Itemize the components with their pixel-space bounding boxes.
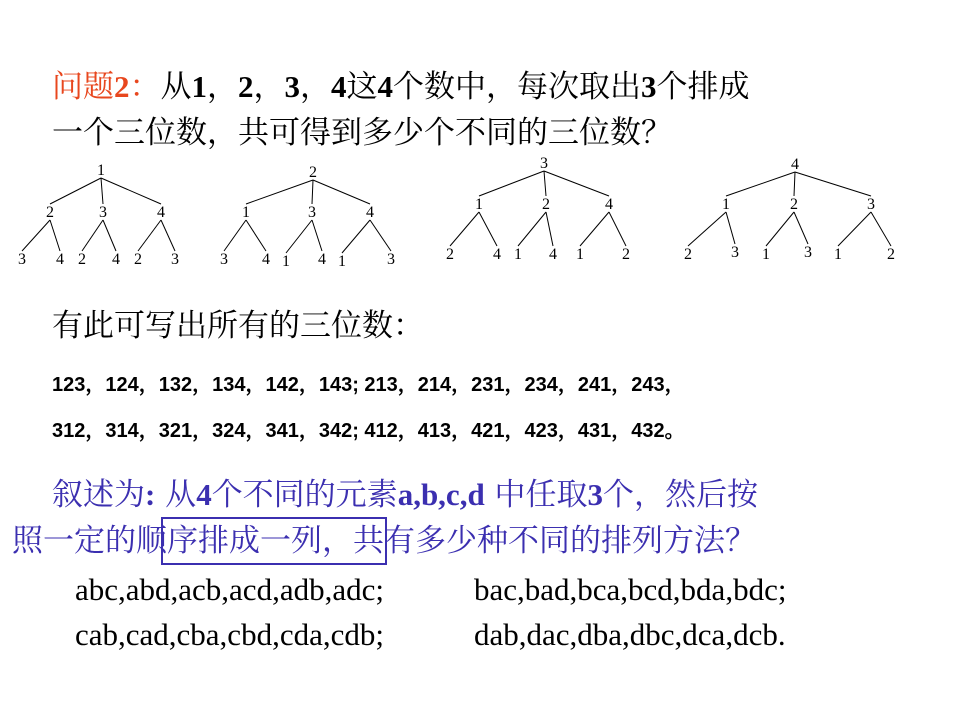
question-text: ， (253, 69, 285, 105)
statement-text: 个，然后按 (603, 477, 759, 513)
tree-edge (726, 172, 795, 196)
tree-level-2-node: 2 (46, 204, 54, 221)
tree-level-2-node: 4 (605, 196, 613, 213)
highlight-box (161, 517, 387, 565)
tree-edge (224, 220, 246, 251)
tree-edge (312, 180, 313, 204)
tree-leaf-node: 4 (549, 246, 557, 263)
tree-leaf-node: 1 (514, 246, 522, 263)
tree-edge (161, 220, 175, 251)
tree-leaf-node: 4 (318, 251, 326, 268)
tree-edge (50, 178, 101, 204)
tree-edge (313, 180, 370, 204)
question-text: 这 (346, 69, 378, 105)
tree-leaf-node: 4 (56, 251, 64, 268)
statement-text: 照一定的 (12, 523, 136, 559)
question-number: 4 (377, 69, 393, 104)
tree-leaf-node: 3 (220, 251, 228, 268)
statement-text: 叙述为 (52, 477, 145, 513)
tree-leaf-node: 1 (338, 253, 346, 270)
permutations-row-2a: cab,cad,cba,cbd,cda,cdb; (75, 617, 384, 652)
tree-level-2-node: 1 (475, 196, 483, 213)
boxed-phrase: 顺序排成一列 (136, 523, 322, 559)
statement-text: 个不同的元素 (211, 477, 398, 513)
tree-leaf-node: 2 (887, 246, 895, 263)
tree-edge (450, 212, 479, 246)
tree-edge (286, 220, 312, 253)
tree-edge (246, 180, 313, 204)
statement-number: 4 (196, 477, 212, 512)
tree-edge (138, 220, 161, 251)
statement-text: ，共有多少种不同的排列方法？ (322, 523, 756, 559)
tree-leaf-node: 2 (134, 251, 142, 268)
question-label: 问题 (52, 69, 114, 105)
tree-leaf-node: 3 (804, 244, 812, 261)
statement-text: 从 (155, 477, 197, 513)
tree-edge (544, 171, 546, 196)
tree-level-2-node: 3 (308, 204, 316, 221)
tree-edge (688, 212, 726, 246)
tree-leaf-node: 4 (262, 251, 270, 268)
tree-leaf-node: 3 (387, 251, 395, 268)
tree-leaf-node: 4 (493, 246, 501, 263)
tree-edge (609, 212, 626, 246)
tree-edge (342, 220, 370, 253)
question-text: ， (207, 69, 238, 105)
tree-level-2-node: 2 (542, 196, 550, 213)
question-number: 3 (641, 69, 657, 104)
tree-level-2-node: 1 (242, 204, 250, 221)
tree-edge (246, 220, 266, 251)
tree-root-node: 2 (309, 164, 317, 181)
tree-leaf-node: 1 (576, 246, 584, 263)
tree-edge (580, 212, 609, 246)
numbers-row-1: 123，124，132，134，142，143; 213，214，231，234，241，243， (52, 374, 685, 396)
statement-text: : (145, 477, 156, 512)
tree-level-2-node: 3 (867, 196, 875, 213)
question-number: 3 (284, 69, 300, 104)
question-line-2: 一个三位数，共可得到多少个不同的三位数？ (52, 115, 672, 151)
tree-leaf-node: 1 (282, 253, 290, 270)
tree-edge (103, 220, 116, 251)
tree-leaf-node: 3 (18, 251, 26, 268)
tree-edge (544, 171, 609, 196)
tree-leaf-node: 2 (446, 246, 454, 263)
tree-edge (370, 220, 391, 251)
tree-level-2-node: 4 (157, 204, 165, 221)
tree-edge (794, 172, 795, 196)
tree-leaf-node: 2 (684, 246, 692, 263)
tree-level-2-node: 4 (366, 204, 374, 221)
statement-elements: a,b,c,d (397, 477, 485, 512)
question-label-colon: ： (129, 69, 161, 105)
tree-edge (82, 220, 103, 251)
question-text: 从 (160, 69, 192, 105)
question-text: ， (300, 69, 331, 105)
statement-number: 3 (587, 477, 604, 512)
question-number: 4 (331, 69, 347, 104)
permutations-row-1b: bac,bad,bca,bcd,bda,bdc; (474, 572, 787, 607)
tree-leaf-node: 2 (622, 246, 630, 263)
tree-edge (312, 220, 322, 251)
tree-leaf-node: 1 (762, 246, 770, 263)
statement-line-1 (52, 476, 758, 514)
permutations-row-2b: dab,dac,dba,dbc,dca,dcb. (474, 617, 786, 652)
tree-root-node: 3 (540, 155, 548, 172)
tree-edge (795, 172, 871, 196)
question-text: 个排成 (656, 69, 750, 105)
tree-edge (22, 220, 50, 251)
tree-edge (479, 171, 544, 196)
intro-text: 有此可写出所有的三位数： (52, 308, 424, 344)
permutations-row-1a: abc,abd,acb,acd,adb,adc; (75, 572, 384, 607)
tree-leaf-node: 2 (78, 251, 86, 268)
tree-level-2-node: 1 (722, 196, 730, 213)
tree-diagrams (0, 0, 960, 290)
tree-edge (794, 212, 808, 244)
tree-level-2-node: 3 (99, 204, 107, 221)
tree-leaf-node: 4 (112, 251, 120, 268)
tree-edge (546, 212, 553, 246)
question-number: 2 (238, 69, 254, 104)
tree-leaf-node: 1 (834, 246, 842, 263)
tree-root-node: 1 (97, 162, 105, 179)
tree-leaf-node: 3 (171, 251, 179, 268)
tree-edge (726, 212, 735, 244)
question-number: 2 (114, 69, 130, 104)
question-text: 个数中，每次取出 (393, 69, 641, 105)
tree-edge (838, 212, 871, 246)
tree-edge (518, 212, 546, 246)
tree-root-node: 4 (791, 156, 799, 173)
tree-edge (101, 178, 161, 204)
numbers-row-2: 312，314，321，324，341，342; 412，413，421，423，431，432。 (52, 420, 685, 442)
question-number: 1 (191, 69, 207, 104)
tree-edge (101, 178, 103, 204)
tree-edge (50, 220, 60, 251)
tree-leaf-node: 3 (731, 244, 739, 261)
tree-edge (766, 212, 794, 246)
tree-edge (479, 212, 497, 246)
tree-level-2-node: 2 (790, 196, 798, 213)
statement-text: 中任取 (484, 477, 588, 513)
tree-edge (871, 212, 891, 246)
